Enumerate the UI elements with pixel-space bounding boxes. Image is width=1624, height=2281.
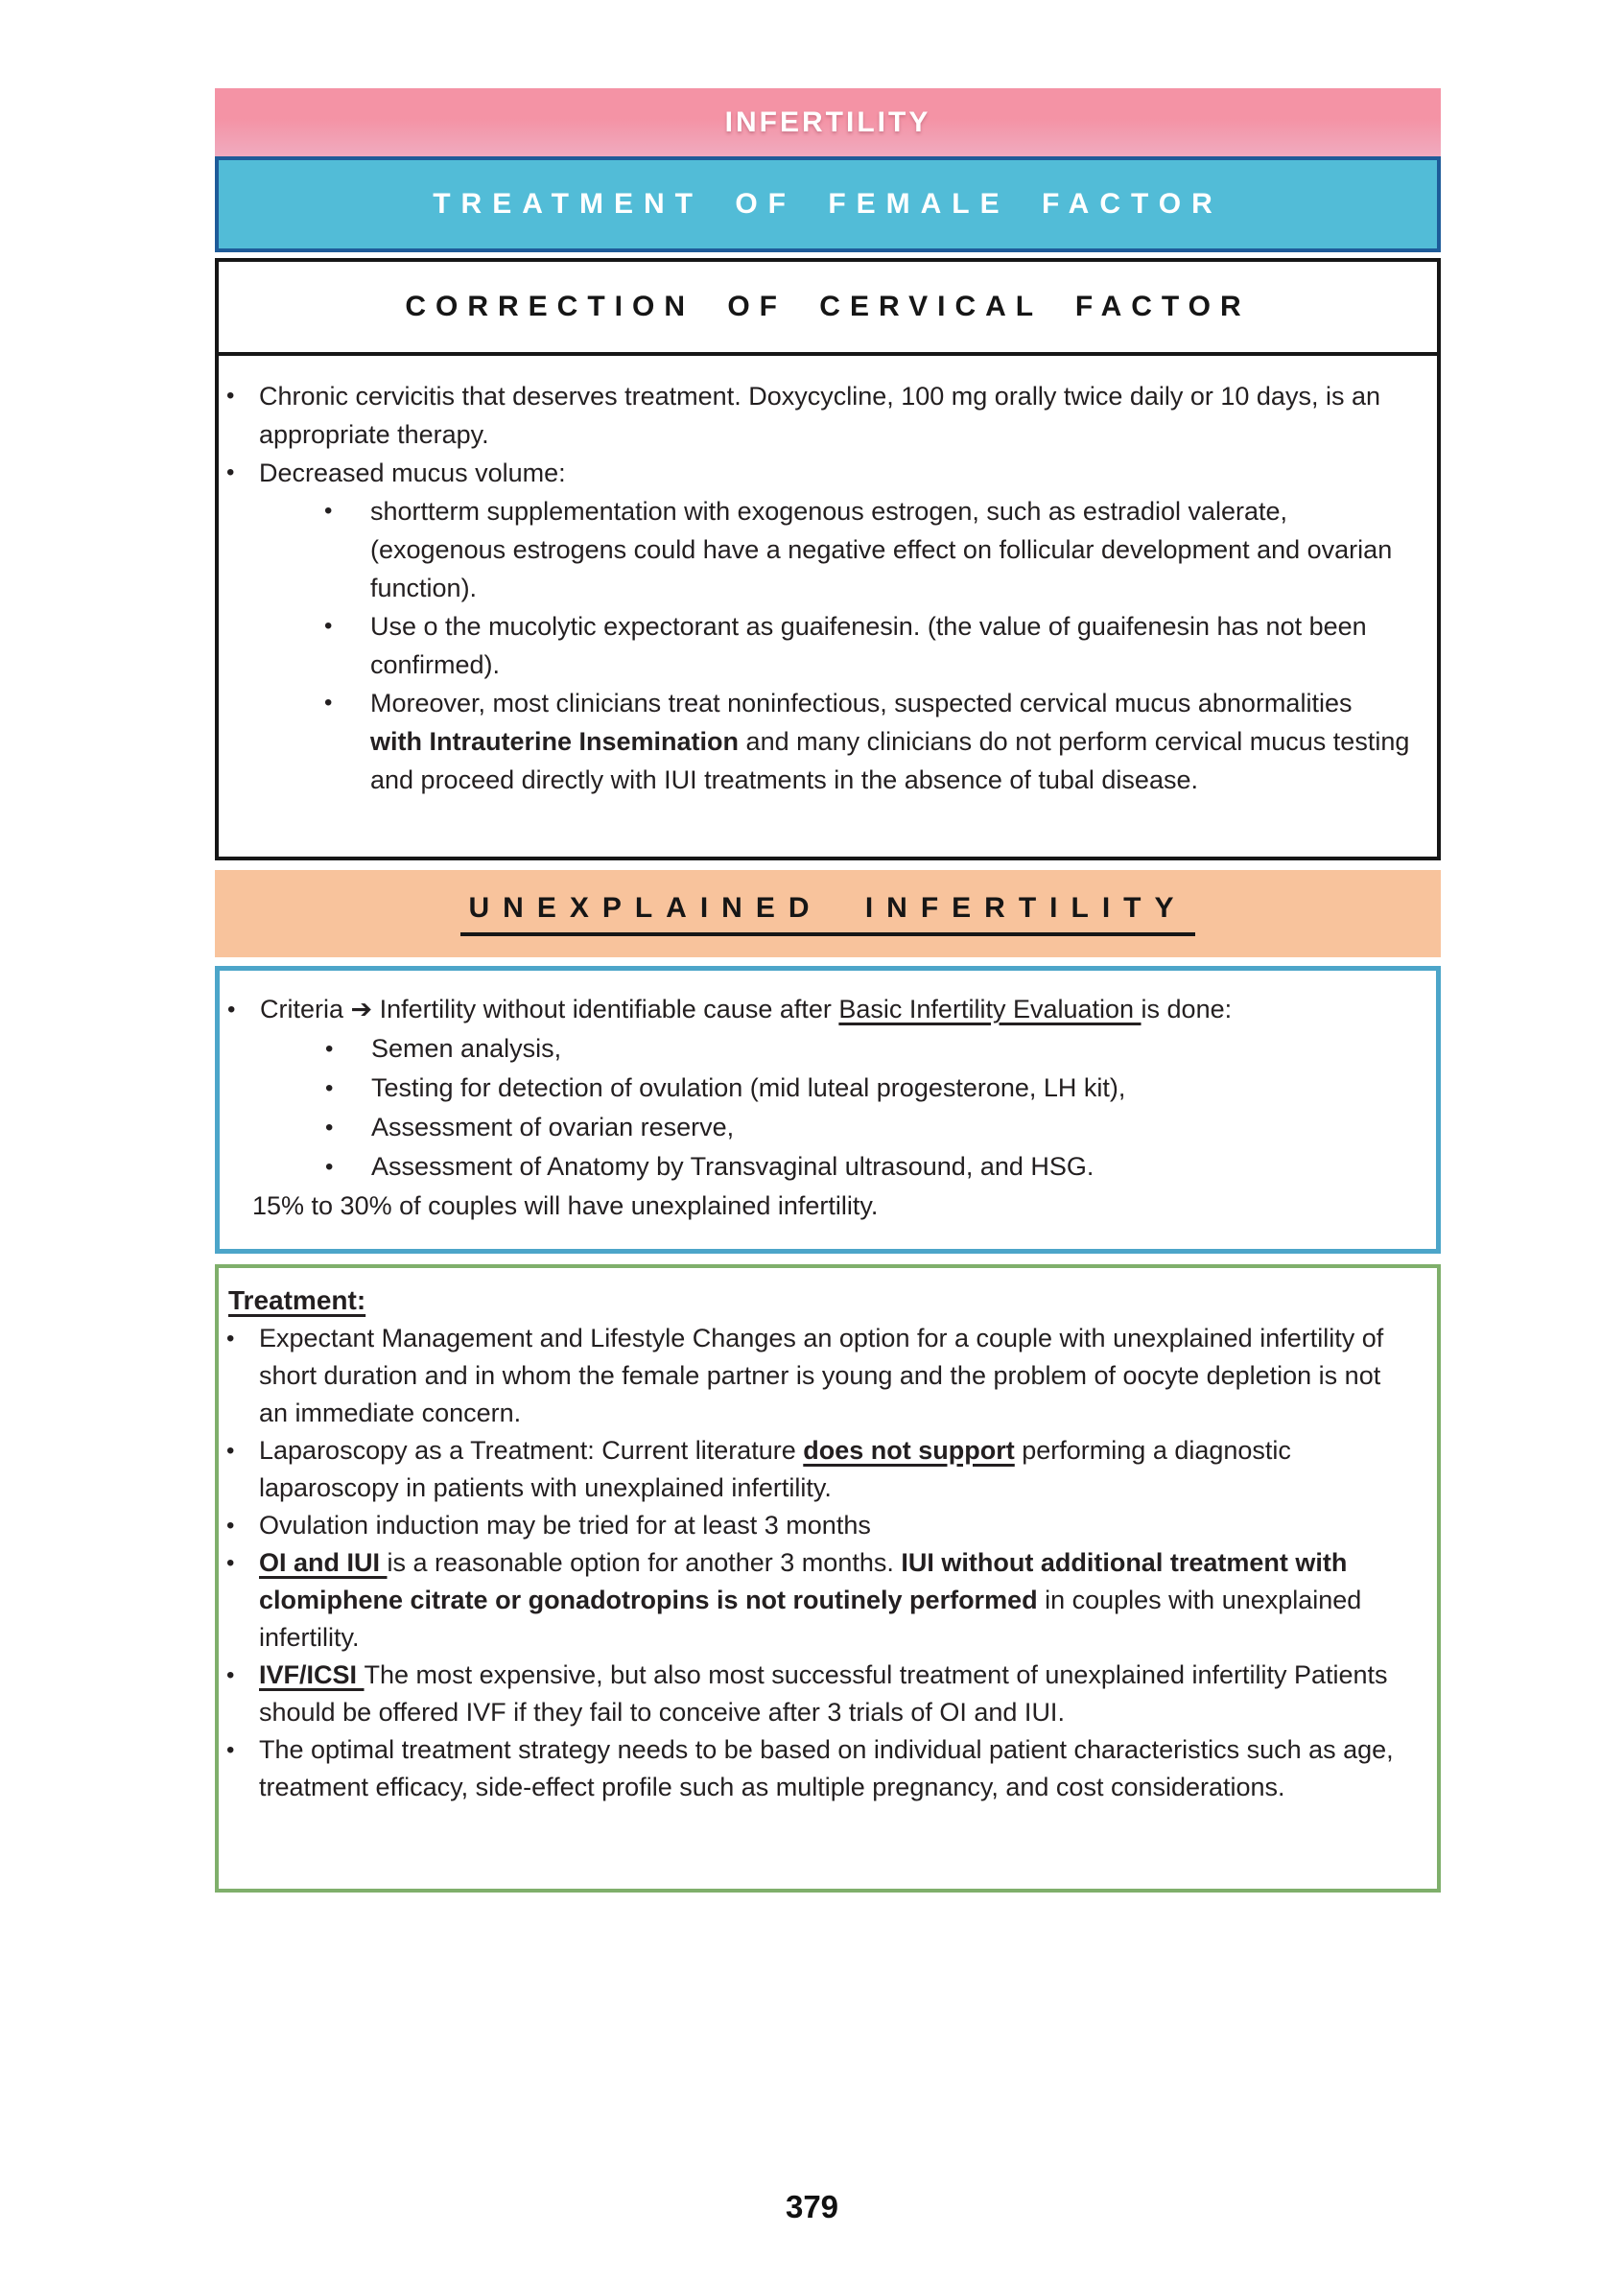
- list-item: [224, 454, 1410, 492]
- bullet-icon: •: [226, 383, 235, 409]
- list-item: [224, 1507, 1414, 1544]
- bullet-icon: •: [226, 459, 235, 485]
- bullet-icon: •: [226, 1737, 235, 1763]
- page-number: 379: [785, 2189, 839, 2224]
- chapter-banner: [215, 88, 1441, 156]
- treatment-title: Treatment:: [228, 1285, 366, 1315]
- list-item: [225, 1108, 1409, 1147]
- list-item: [225, 1069, 1409, 1108]
- treatment-heading: [219, 1268, 1437, 1318]
- chapter-title: INFERTILITY: [724, 106, 931, 138]
- list-item-text: Testing for detection of ovulation (mid luteal progesterone, LH kit),: [371, 1073, 1126, 1102]
- list-item-text: Assessment of Anatomy by Transvaginal ultrasound, and HSG.: [371, 1152, 1094, 1181]
- list-item-text: shortterm supplementation with exogenous estrogen, such as estradiol valerate, (exogenous estrogens could have a negative effect on follicular development and ovarian function).: [370, 497, 1393, 602]
- bullet-icon: •: [227, 997, 236, 1023]
- list-item: [224, 1544, 1414, 1657]
- list-item-text: OI and IUI is a reasonable option for another 3 months. IUI without additional treatment with clomiphene citrate or gonadotropins is not routinely performed in couples with unexplained infertility.: [259, 1548, 1362, 1652]
- list-item: [225, 1029, 1409, 1069]
- unexplained-infertility-title: UNEXPLAINED INFERTILITY: [460, 892, 1194, 936]
- bullet-icon: •: [226, 1662, 235, 1688]
- list-item: [224, 1432, 1414, 1507]
- treatment-bullet-list: [219, 1318, 1437, 1831]
- arrow-right-icon: ➔: [350, 995, 380, 1023]
- list-item-text: Use o the mucolytic expectorant as guaifenesin. (the value of guaifenesin has not been confirmed).: [370, 612, 1367, 679]
- list-item: [225, 990, 1409, 1029]
- list-item-text: Chronic cervicitis that deserves treatment. Doxycycline, 100 mg orally twice daily or 10 days, is an appropriate therapy.: [259, 382, 1380, 449]
- page-footer: [0, 2189, 1624, 2225]
- bullet-icon: •: [325, 1115, 334, 1140]
- list-item: [224, 607, 1410, 684]
- list-item-text: Criteria ➔ Infertility without identifiable cause after Basic Infertility Evaluation is done:: [260, 995, 1233, 1023]
- bullet-icon: •: [226, 1513, 235, 1539]
- list-item-text: Laparoscopy as a Treatment: Current literature does not support performing a diagnostic laparoscopy in patients with unexplained infertility.: [259, 1436, 1291, 1502]
- list-item-text: The optimal treatment strategy needs to be based on individual patient characteristics such as age, treatment efficacy, side-effect profile such as multiple pregnancy, and cost considerations.: [259, 1735, 1394, 1801]
- treatment-box: [215, 1264, 1441, 1893]
- list-item: [225, 1187, 1409, 1226]
- bullet-icon: •: [325, 1036, 334, 1062]
- cervical-factor-box: [215, 258, 1441, 860]
- list-item: [224, 377, 1410, 454]
- cervical-factor-title: CORRECTION OF CERVICAL FACTOR: [405, 291, 1251, 322]
- bullet-icon: •: [226, 1550, 235, 1576]
- list-item-text: 15% to 30% of couples will have unexplained infertility.: [252, 1191, 879, 1220]
- list-item-text: Moreover, most clinicians treat noninfectious, suspected cervical mucus abnormalities with Intrauterine Insemination and many clinicians do not perform cervical mucus testing and proceed directly with IUI treatments in the absence of tubal disease.: [370, 689, 1410, 794]
- criteria-box: [215, 966, 1441, 1254]
- list-item-text: Expectant Management and Lifestyle Changes an option for a couple with unexplained infertility of short duration and in whom the female partner is young and the problem of oocyte depletion is not an immediate concern.: [259, 1324, 1384, 1427]
- bullet-icon: •: [324, 690, 333, 716]
- list-item: [224, 1657, 1414, 1731]
- document-content: [215, 88, 1441, 1893]
- list-item-text: Decreased mucus volume:: [259, 459, 566, 487]
- bullet-icon: •: [226, 1326, 235, 1352]
- list-item: [224, 684, 1410, 799]
- bullet-icon: •: [325, 1154, 334, 1180]
- cervical-factor-bullet-list: [219, 356, 1437, 824]
- list-item-text: IVF/ICSI The most expensive, but also most successful treatment of unexplained infertility Patients should be offered IVF if they fail to conceive after 3 trials of OI and IUI.: [259, 1660, 1388, 1727]
- list-item-text: Ovulation induction may be tried for at least 3 months: [259, 1511, 871, 1540]
- list-item: [224, 1731, 1414, 1806]
- list-item: [225, 1147, 1409, 1187]
- bullet-icon: •: [325, 1075, 334, 1101]
- list-item: [224, 492, 1410, 607]
- section-banner: [215, 156, 1441, 252]
- unexplained-infertility-banner: [215, 870, 1441, 957]
- section-title: TREATMENT OF FEMALE FACTOR: [433, 188, 1223, 220]
- bullet-icon: •: [324, 498, 333, 524]
- criteria-bullet-list: [220, 971, 1436, 1249]
- bullet-icon: •: [324, 613, 333, 639]
- list-item-text: Assessment of ovarian reserve,: [371, 1113, 735, 1141]
- bullet-icon: •: [226, 1438, 235, 1464]
- list-item: [224, 1320, 1414, 1432]
- cervical-factor-heading: [219, 262, 1437, 356]
- list-item-text: Semen analysis,: [371, 1034, 562, 1063]
